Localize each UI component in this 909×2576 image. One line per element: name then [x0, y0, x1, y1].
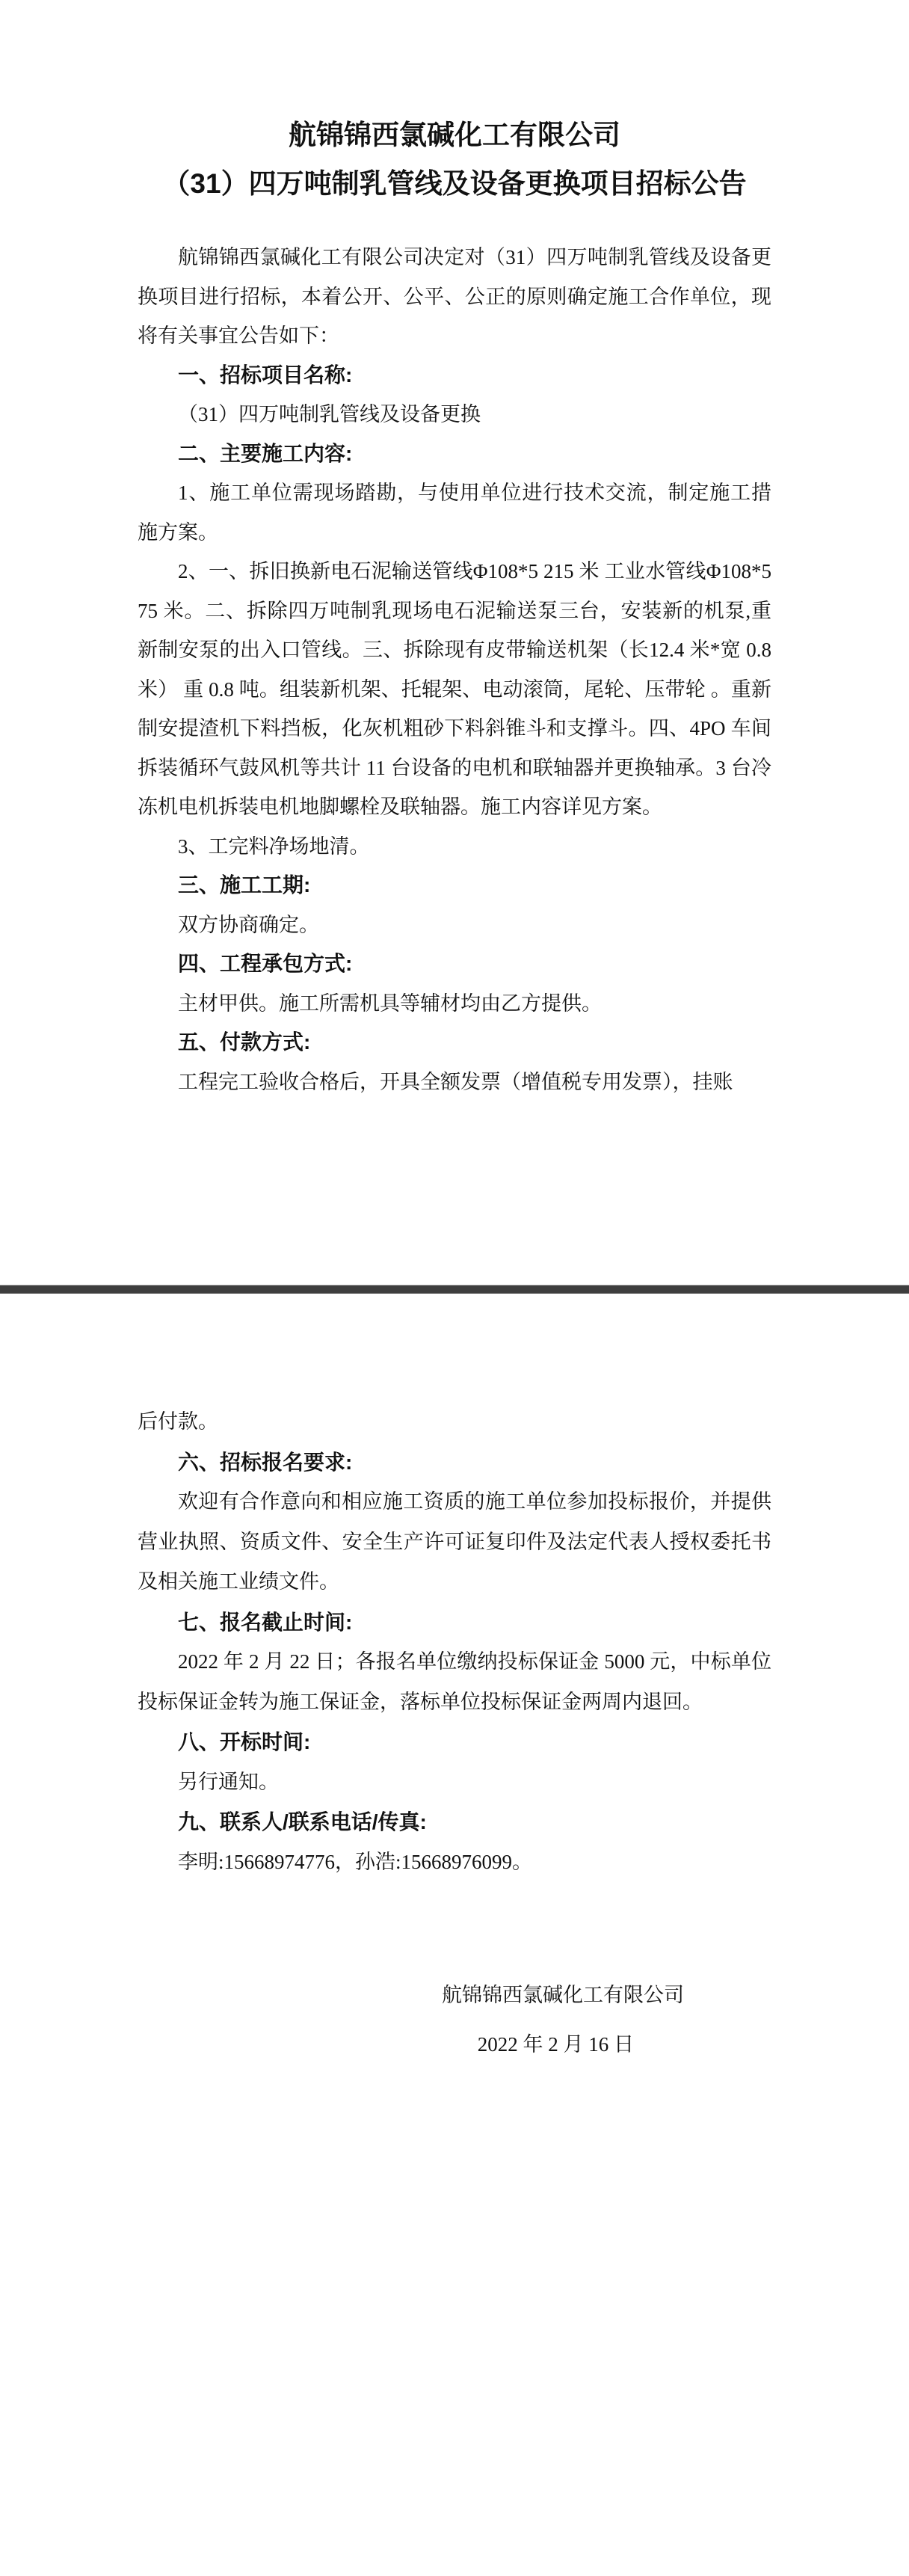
section-heading: 三、施工工期: [178, 873, 311, 897]
section-heading: 七、报名截止时间: [178, 1610, 353, 1634]
paragraph: 3、工完料净场地清。 [178, 834, 370, 858]
paragraph: 工程完工验收合格后，开具全额发票（增值税专用发票），挂账 [178, 1070, 733, 1093]
page2-body-text [138, 1402, 771, 1882]
paragraph: 2022 年 2 月 22 日；各报名单位缴纳投标保证金 5000 元，中标单位投标保证金转为施工保证金，落标单位投标保证金两周内退回。 [138, 1650, 771, 1713]
doc-title-line-1: 航锦锦西氯碱化工有限公司 [289, 120, 620, 150]
paragraph: 2、一、拆旧换新电石泥输送管线Φ108*5 215 米 工业水管线Φ108*5 75 米。二、拆除四万吨制乳现场电石泥输送泵三台，安装新的机泵,重新制安泵的出入口管线。三、拆除现有皮带输送机架（长12.4 米*宽 0.8 米） 重 0.8 吨。组装新机架、托辊架、电动滚筒，尾轮、压带轮 。重新制安提渣机下料挡板，化灰机粗砂下料斜锥斗和支撑斗。四、4PO 车间拆装循环气鼓风机等共计 11 台设备的电机和联轴器并更换轴承。3 台冷冻机电机拆装电机地脚螺栓及联轴器。施工内容详见方案。 [138, 560, 771, 818]
section-heading: 五、付款方式: [178, 1030, 311, 1054]
section-heading: 九、联系人/联系电话/传真: [178, 1810, 427, 1833]
section-heading: 一、招标项目名称: [178, 363, 353, 387]
paragraph: 李明:15668974776，孙浩:15668976099。 [178, 1850, 533, 1873]
section-heading: 八、开标时间: [178, 1730, 311, 1753]
paragraph: 1、施工单位需现场踏勘，与使用单位进行技术交流，制定施工措施方案。 [138, 482, 771, 544]
doc-title-line-2: （31）四万吨制乳管线及设备更换项目招标公告 [162, 168, 747, 199]
page-1 [0, 0, 909, 1285]
section-heading: 四、工程承包方式: [178, 952, 353, 975]
paragraph: 另行通知。 [178, 1770, 279, 1793]
page-break-divider [0, 1285, 909, 1294]
paragraph: 欢迎有合作意向和相应施工资质的施工单位参加投标报价，并提供营业执照、资质文件、安全生产许可证复印件及法定代表人授权委托书及相关施工业绩文件。 [138, 1490, 771, 1593]
section-heading: 二、主要施工内容: [178, 441, 353, 465]
page1-body-text [138, 238, 771, 1101]
paragraph: 双方协商确定。 [178, 913, 319, 936]
paragraph: 主材甲供。施工所需机具等辅材均由乙方提供。 [178, 992, 602, 1015]
signature-date: 2022 年 2 月 16 日 [477, 2032, 634, 2056]
page-2 [0, 1294, 909, 2576]
signature-company: 航锦锦西氯碱化工有限公司 [442, 1984, 684, 2006]
section-heading: 六、招标报名要求: [178, 1450, 353, 1474]
paragraph-continued: 后付款。 [138, 1410, 218, 1433]
paragraph: 航锦锦西氯碱化工有限公司决定对（31）四万吨制乳管线及设备更换项目进行招标，本着公开、公平、公正的原则确定施工合作单位，现将有关事宜公告如下： [138, 246, 771, 347]
paragraph: （31）四万吨制乳管线及设备更换 [178, 403, 481, 425]
